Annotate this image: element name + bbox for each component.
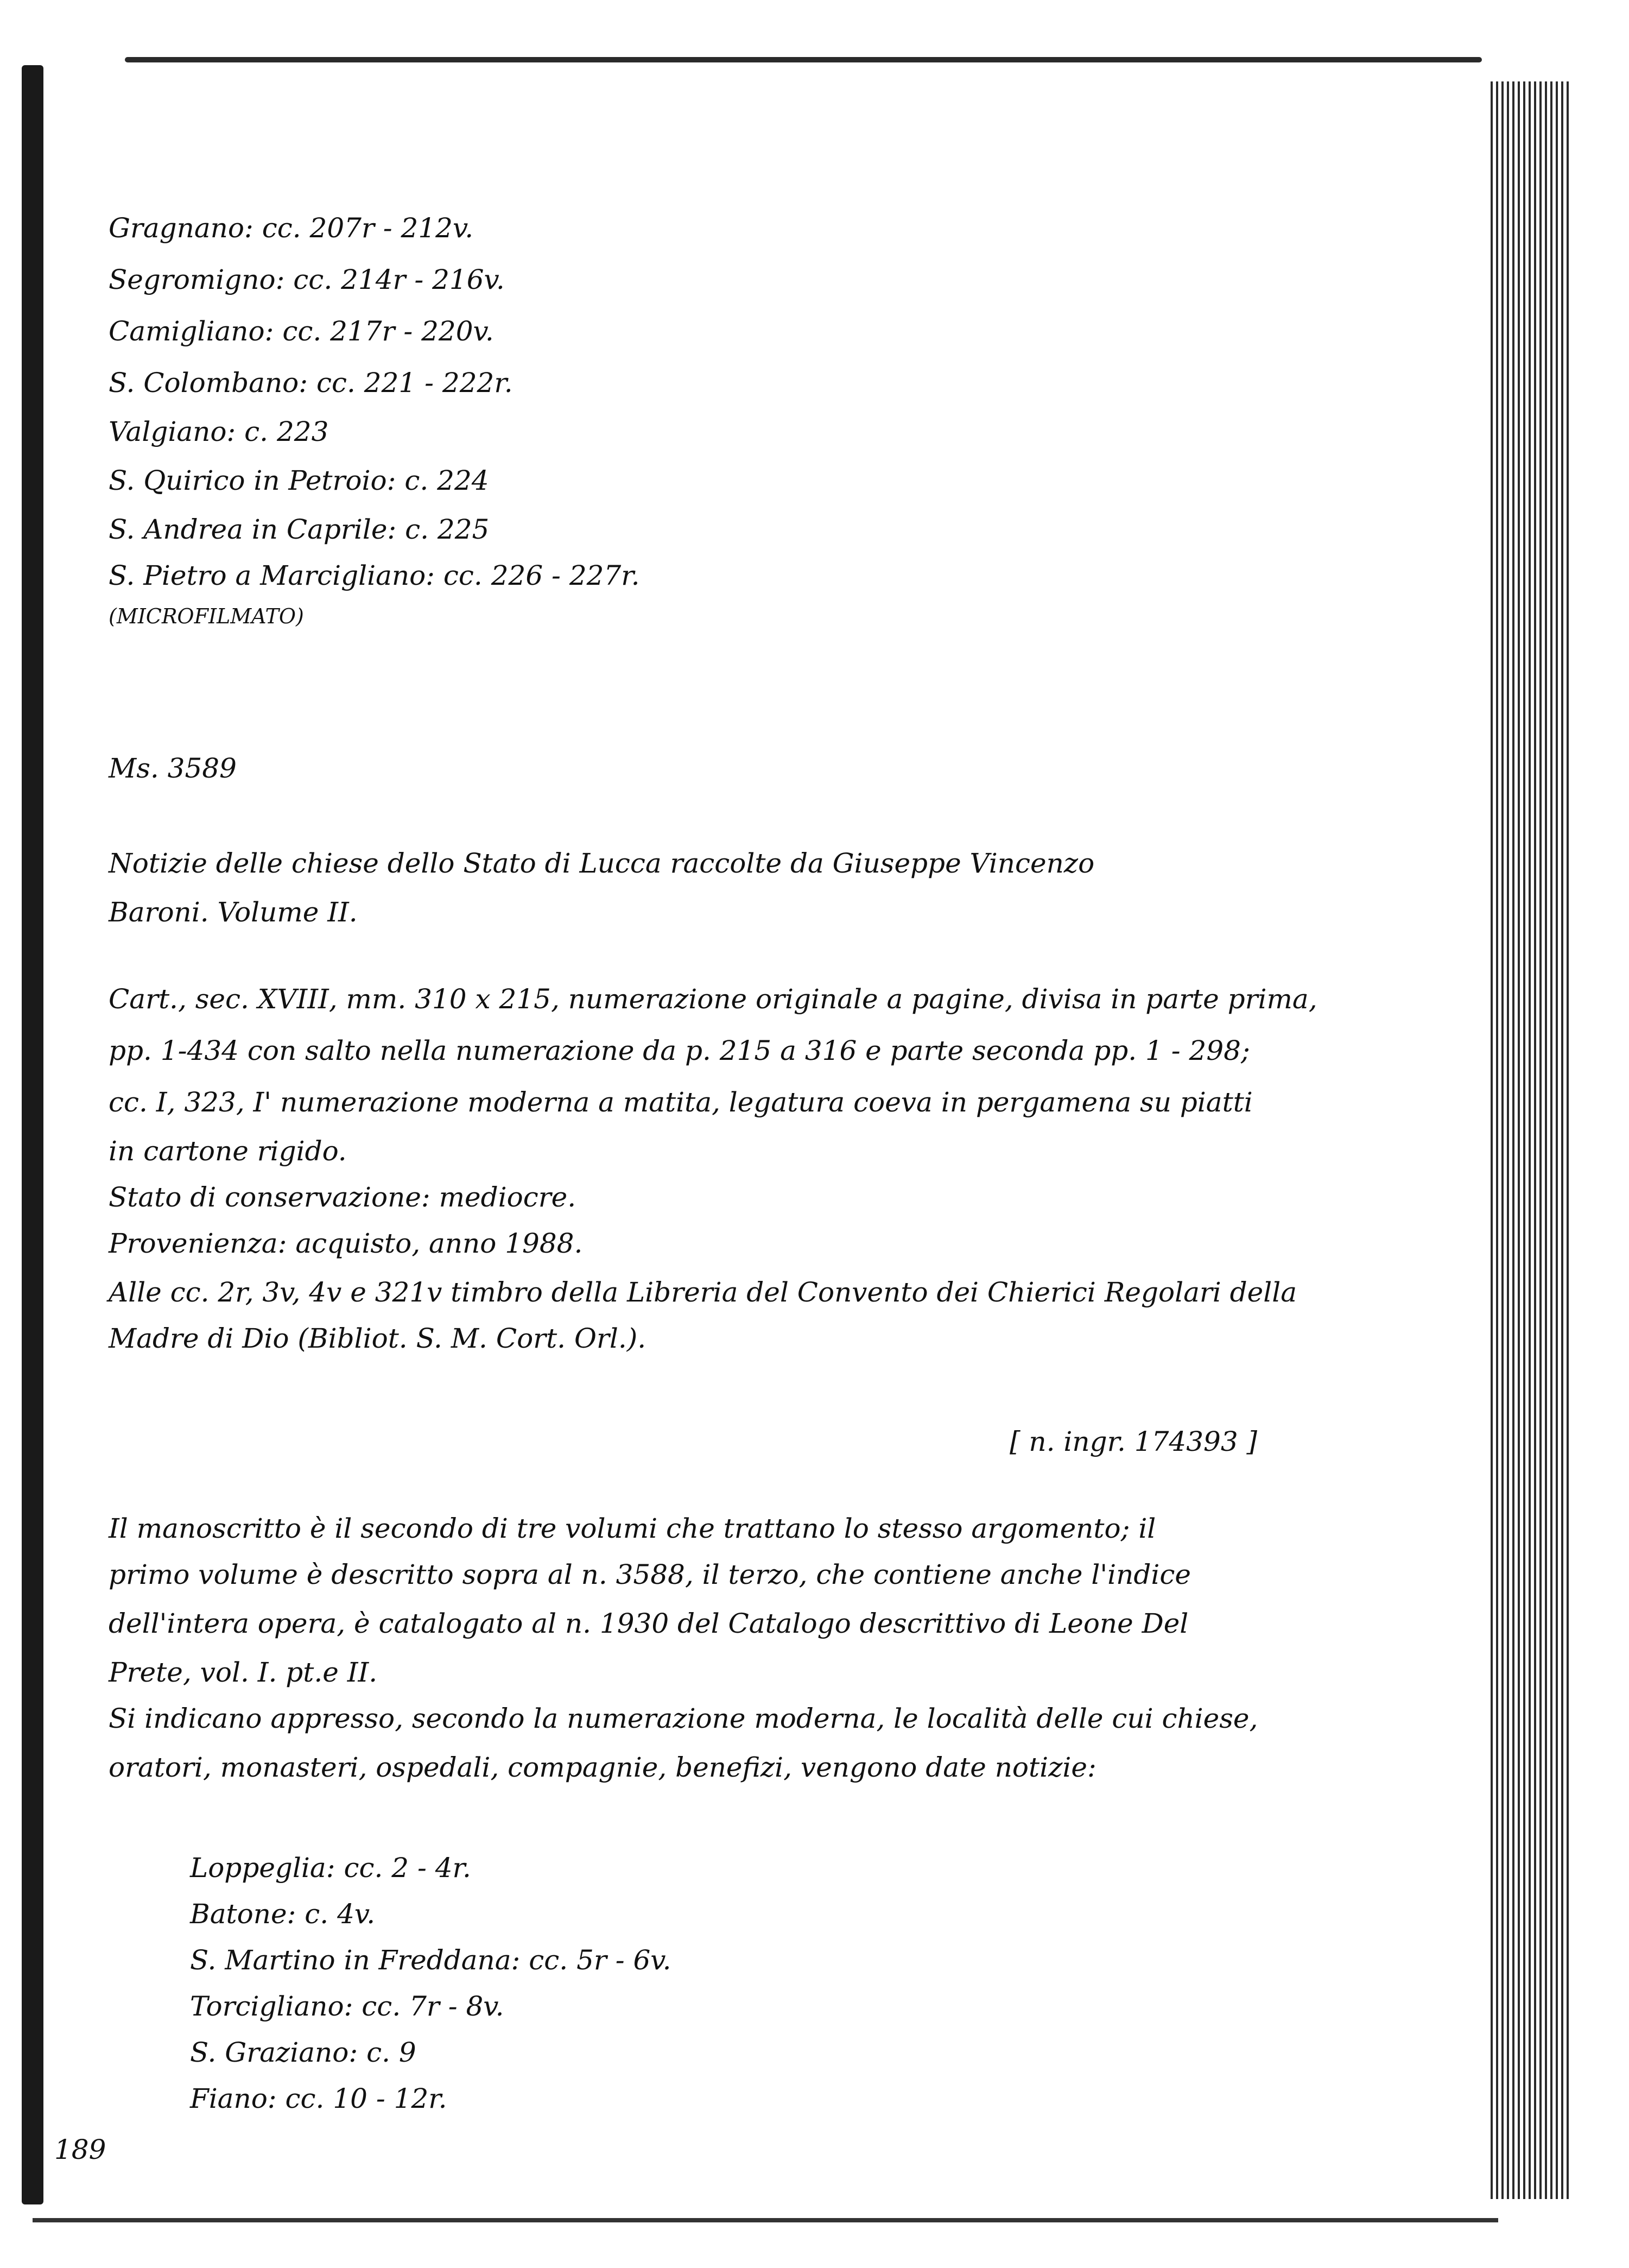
paragraph-line: dell'intera opera, è catalogato al n. 1930 del Catalogo descrittivo di Leone Del <box>109 1608 1189 1639</box>
description-line: cc. I, 323, I' numerazione moderna a matita, legatura coeva in pergamena su piatti <box>109 1086 1253 1118</box>
place-entry: Fiano: cc. 10 - 12r. <box>190 2083 447 2114</box>
manuscript-title-line: Baroni. Volume II. <box>109 896 358 928</box>
description-line: Alle cc. 2r, 3v, 4v e 321v timbro della Libreria del Convento dei Chierici Regolari della <box>109 1277 1297 1308</box>
place-entry: Torcigliano: cc. 7r - 8v. <box>190 1991 504 2022</box>
description-line: in cartone rigido. <box>109 1135 347 1167</box>
page-bottom-edge <box>33 2218 1498 2222</box>
paragraph-line: Si indicano appresso, secondo la numerazione moderna, le località delle cui chiese, <box>109 1703 1258 1734</box>
page-top-edge <box>125 57 1482 62</box>
place-entry: S. Martino in Freddana: cc. 5r - 6v. <box>190 1944 671 1976</box>
page-number: 189 <box>54 2134 106 2165</box>
place-entry: Batone: c. 4v. <box>190 1898 376 1930</box>
description-line: pp. 1-434 con salto nella numerazione da p. 215 a 316 e parte seconda pp. 1 - 298; <box>109 1035 1250 1066</box>
place-entry: S. Pietro a Marcigliano: cc. 226 - 227r. <box>109 560 640 591</box>
manuscript-title-line: Notizie delle chiese dello Stato di Lucca raccolte da Giuseppe Vincenzo <box>109 848 1095 879</box>
place-entry: S. Quirico in Petroio: c. 224 <box>109 465 489 496</box>
paragraph-line: Il manoscritto è il secondo di tre volumi che trattano lo stesso argomento; il <box>109 1513 1156 1544</box>
place-entry: S. Andrea in Caprile: c. 225 <box>109 514 490 545</box>
inventory-number: [ n. ingr. 174393 ] <box>1010 1426 1258 1457</box>
place-entry: Loppeglia: cc. 2 - 4r. <box>190 1852 471 1884</box>
microfilm-note: (MICROFILMATO) <box>109 604 304 628</box>
place-entry: S. Colombano: cc. 221 - 222r. <box>109 367 513 399</box>
paragraph-line: oratori, monasteri, ospedali, compagnie, benefizi, vengono date notizie: <box>109 1752 1096 1783</box>
paragraph-line: primo volume è descritto sopra al n. 3588, il terzo, che contiene anche l'indice <box>109 1559 1191 1590</box>
description-line: Stato di conservazione: mediocre. <box>109 1182 576 1213</box>
place-entry: Segromigno: cc. 214r - 216v. <box>109 264 505 295</box>
place-entry: Valgiano: c. 223 <box>109 416 329 447</box>
place-entry: Gragnano: cc. 207r - 212v. <box>109 212 474 244</box>
page-fore-edge <box>1487 81 1569 2199</box>
place-entry: S. Graziano: c. 9 <box>190 2037 416 2068</box>
description-line: Cart., sec. XVIII, mm. 310 x 215, numerazione originale a pagine, divisa in parte prima, <box>109 983 1317 1015</box>
place-entry: Camigliano: cc. 217r - 220v. <box>109 315 494 347</box>
description-line: Provenienza: acquisto, anno 1988. <box>109 1228 583 1259</box>
manuscript-number: Ms. 3589 <box>109 753 237 784</box>
description-line: Madre di Dio (Bibliot. S. M. Cort. Orl.). <box>109 1323 646 1354</box>
paragraph-line: Prete, vol. I. pt.e II. <box>109 1657 378 1688</box>
notebook-spine <box>22 65 43 2204</box>
